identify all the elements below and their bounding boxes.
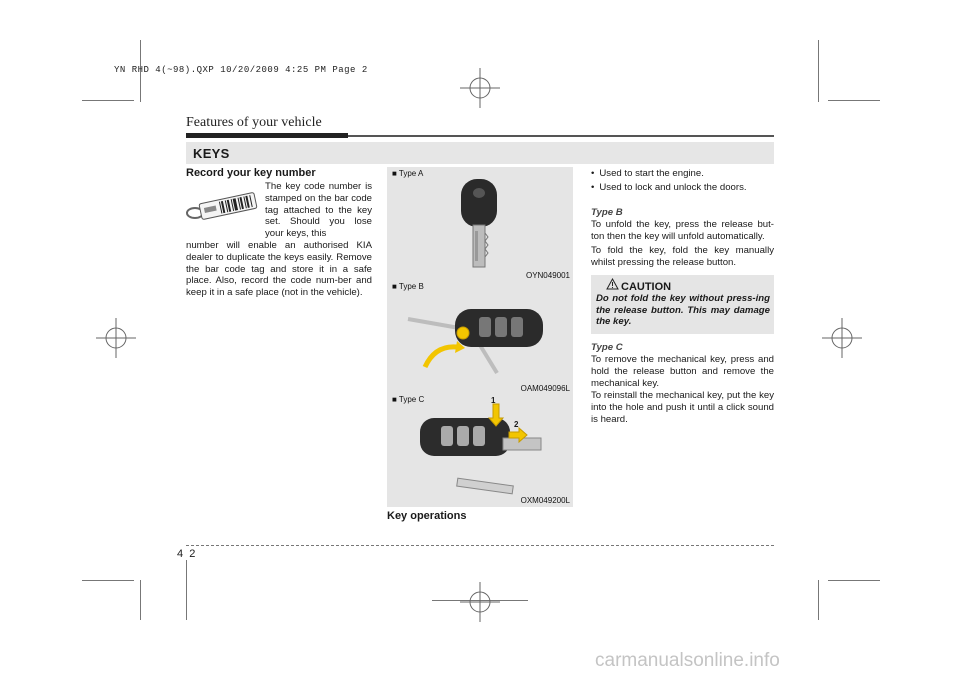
registration-mark-icon xyxy=(460,68,500,108)
figure-label: ■ Type B xyxy=(392,282,424,291)
record-text-top: The key code number is stamped on the bar code tag attached to the key set. Should you lose your keys, this xyxy=(265,181,372,240)
keys-title: KEYS xyxy=(193,146,230,161)
figure-label: ■ Type A xyxy=(392,169,424,178)
crop-mark xyxy=(82,580,134,581)
figure-code: OAM049096L xyxy=(520,384,570,393)
crop-mark xyxy=(818,580,819,620)
record-text-bottom: number will enable an authorised KIA dealer to duplicate the keys easily. Remove the bar code tag and store it in a safe place. Also, record the code num-ber and keep it in a safe place (not in the vehicle). xyxy=(186,240,372,299)
key-type-c-image xyxy=(415,398,555,498)
crop-mark xyxy=(140,580,141,620)
header-rule-tab xyxy=(186,133,348,138)
record-key-number-heading: Record your key number xyxy=(186,167,316,179)
type-c-paragraph: To reinstall the mechanical key, put the key into the hole and push it until a click sound is heard. xyxy=(591,390,774,425)
crop-mark xyxy=(828,100,880,101)
barcode-tag-image xyxy=(186,186,258,226)
key-type-b-image xyxy=(405,295,555,385)
footer-rule xyxy=(186,545,774,546)
caution-title: CAUTION xyxy=(621,281,672,293)
section-title: Features of your vehicle xyxy=(186,115,322,130)
crop-mark xyxy=(82,100,134,101)
print-header: YN RHD 4(~98).QXP 10/20/2009 4:25 PM Page 2 xyxy=(114,65,368,75)
list-item: • Used to start the engine. xyxy=(591,167,774,181)
type-c-heading: Type C xyxy=(591,342,623,353)
type-b-paragraph: To unfold the key, press the release but-ton then the key will unfold automatically. xyxy=(591,219,774,242)
figure-code: OYN049001 xyxy=(525,271,570,280)
crop-mark xyxy=(818,40,819,102)
keys-title-bar xyxy=(186,142,774,164)
figure-label: ■ Type C xyxy=(392,395,425,404)
callout-number: 1 xyxy=(491,396,496,405)
callout-number: 2 xyxy=(514,420,519,429)
registration-mark-icon xyxy=(460,582,500,622)
figure-code: OXM049200L xyxy=(520,496,570,505)
list-item: • Used to lock and unlock the doors. xyxy=(591,181,774,195)
registration-mark-icon xyxy=(822,318,862,358)
type-c-paragraph: To remove the mechanical key, press and hold the release button and remove the mechanical key. xyxy=(591,354,774,389)
type-b-heading: Type B xyxy=(591,207,623,218)
registration-mark-icon xyxy=(96,318,136,358)
crop-mark xyxy=(186,560,187,620)
key-uses-list xyxy=(591,167,774,195)
footer-watermark: carmanualsonline.info xyxy=(595,650,780,671)
warning-triangle-icon xyxy=(606,278,619,290)
key-type-a-image xyxy=(455,175,505,271)
page-number: 4 2 xyxy=(177,548,196,560)
key-operations-label: Key operations xyxy=(387,510,467,522)
crop-mark xyxy=(828,580,880,581)
type-b-paragraph: To fold the key, fold the key manually whilst pressing the release button. xyxy=(591,245,774,268)
caution-text: Do not fold the key without press-ing the release button. This may damage the key. xyxy=(596,293,770,327)
